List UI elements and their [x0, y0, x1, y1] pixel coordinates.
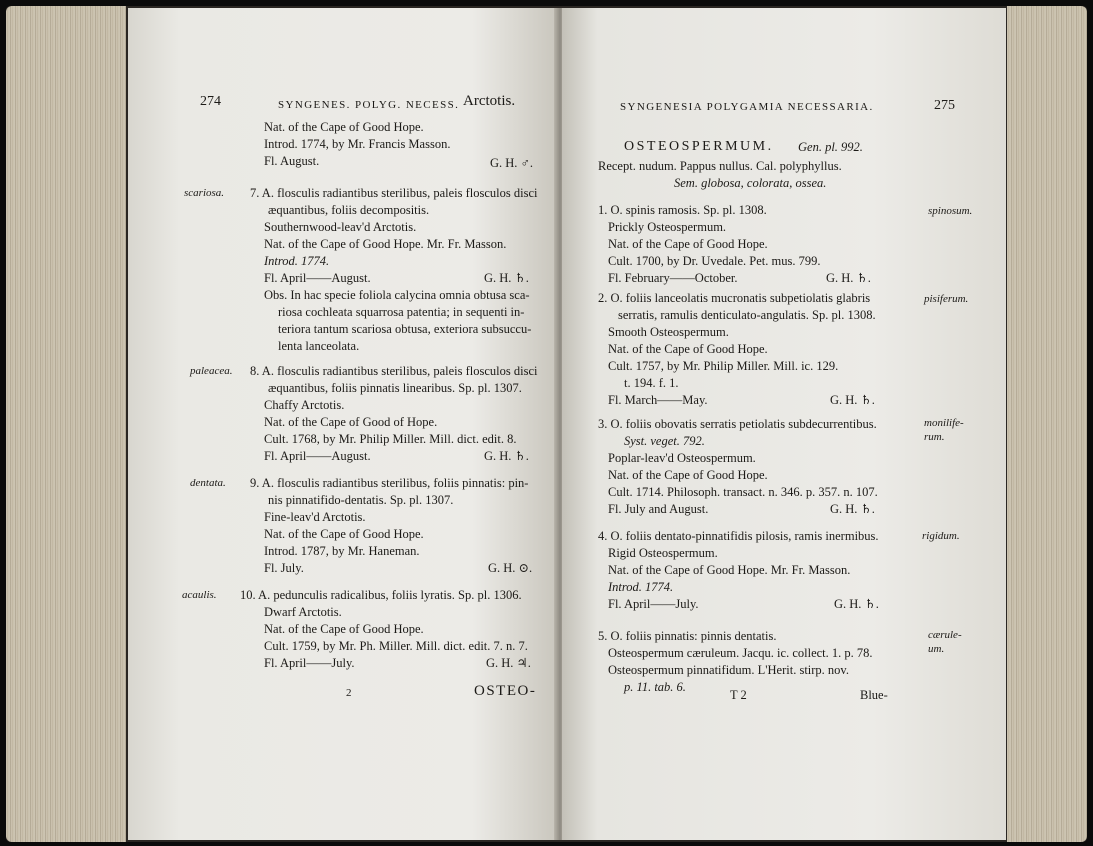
text-line: Cult. 1759, by Mr. Ph. Miller. Mill. dict. edit. 7. n. 7.: [264, 639, 528, 653]
margin-species-name: scariosa.: [184, 187, 225, 199]
genus-heading: OSTEOSPERMUM.: [624, 139, 774, 154]
text-line: Sem. globosa, colorata, ossea.: [674, 176, 827, 190]
text-line: Nat. of the Cape of Good Hope.: [264, 622, 424, 636]
text-line: G. H. ♃.: [486, 656, 531, 670]
margin-species-name: rum.: [924, 431, 945, 443]
text-line: 5. O. foliis pinnatis: pinnis dentatis.: [598, 629, 777, 643]
text-line: Poplar-leav'd Osteospermum.: [608, 451, 756, 465]
text-line: Fl. April——July.: [608, 597, 699, 611]
text-line: Nat. of the Cape of Good Hope.: [608, 468, 768, 482]
text-line: 1. O. spinis ramosis. Sp. pl. 1308.: [598, 203, 767, 217]
text-line: Nat. of the Cape of Good Hope.: [608, 237, 768, 251]
signature-mark: T 2: [730, 688, 747, 702]
running-head: SYNGENES. POLYG. NECESS.: [278, 99, 460, 111]
text-line: Prickly Osteospermum.: [608, 220, 727, 234]
text-line: G. H. ♄.: [484, 449, 529, 463]
text-line: Dwarf Arctotis.: [264, 605, 342, 619]
margin-species-name: um.: [928, 643, 945, 655]
text-line: Nat. of the Cape of Good Hope.: [264, 120, 424, 134]
text-line: Syst. veget. 792.: [624, 434, 705, 448]
left-page: [128, 8, 558, 840]
running-genus: Arctotis.: [463, 93, 516, 109]
margin-species-name: cærule-: [928, 629, 962, 641]
text-line: Recept. nudum. Pappus nullus. Cal. polyphyllus.: [598, 159, 842, 173]
text-line: Introd. 1787, by Mr. Haneman.: [264, 544, 420, 558]
text-line: nis pinnatifido-dentatis. Sp. pl. 1307.: [268, 493, 454, 507]
text-line: G. H. ♄.: [830, 502, 875, 516]
catchword: OSTEO-: [474, 683, 537, 699]
text-line: G. H. ♂.: [490, 156, 534, 170]
text-line: 2. O. foliis lanceolatis mucronatis subpetiolatis glabris: [598, 291, 871, 305]
text-line: æquantibus, foliis decompositis.: [268, 203, 430, 217]
genus-reference: Gen. pl. 992.: [798, 140, 863, 154]
text-line: Cult. 1768, by Mr. Philip Miller. Mill. dict. edit. 8.: [264, 432, 517, 446]
text-line: 10. A. pedunculis radicalibus, foliis lyratis. Sp. pl. 1306.: [240, 588, 522, 602]
text-line: G. H. ♄.: [484, 271, 529, 285]
text-line: Osteospermum pinnatifidum. L'Herit. stirp. nov.: [608, 663, 849, 677]
text-line: Fl. March——May.: [608, 393, 708, 407]
margin-species-name: paleacea.: [190, 365, 233, 377]
margin-species-name: spinosum.: [928, 205, 973, 217]
text-line: Fl. February——October.: [608, 271, 738, 285]
left-page-edges: [6, 6, 126, 842]
text-line: Fine-leav'd Arctotis.: [264, 510, 366, 524]
text-line: Osteospermum cæruleum. Jacqu. ic. collect. 1. p. 78.: [608, 646, 873, 660]
text-line: 7. A. flosculis radiantibus sterilibus, paleis flosculos disci: [250, 186, 538, 200]
margin-species-name: pisiferum.: [924, 293, 969, 305]
text-line: Nat. of the Cape of Good Hope. Mr. Fr. Masson.: [608, 563, 851, 577]
text-line: Cult. 1700, by Dr. Uvedale. Pet. mus. 799.: [608, 254, 821, 268]
book-spread: [6, 6, 1087, 842]
text-line: Nat. of the Cape of Good Hope.: [264, 527, 424, 541]
text-line: t. 194. f. 1.: [624, 376, 679, 390]
text-line: Southernwood-leav'd Arctotis.: [264, 220, 417, 234]
text-line: Smooth Osteospermum.: [608, 325, 729, 339]
text-line: p. 11. tab. 6.: [624, 680, 686, 694]
text-line: Obs. In hac specie foliola calycina omnia obtusa sca-: [264, 288, 530, 302]
text-line: teriora tantum scariosa obtusa, exteriora subsuccu-: [278, 322, 532, 336]
text-line: Fl. August.: [264, 154, 320, 168]
text-line: 9. A. flosculis radiantibus sterilibus, foliis pinnatis: pin-: [250, 476, 529, 490]
text-line: Nat. of the Cape of Good Hope. Mr. Fr. Masson.: [264, 237, 507, 251]
margin-species-name: monilife-: [924, 417, 964, 429]
text-line: Fl. April——August.: [264, 271, 371, 285]
text-line: lenta lanceolata.: [278, 339, 360, 353]
text-line: Chaffy Arctotis.: [264, 398, 345, 412]
text-line: Fl. July.: [264, 561, 304, 575]
text-line: 4. O. foliis dentato-pinnatifidis pilosis, ramis inermibus.: [598, 529, 879, 543]
text-line: riosa cochleata squarrosa patentia; in sequenti in-: [278, 305, 525, 319]
catchword: Blue-: [860, 688, 888, 702]
text-line: Rigid Osteospermum.: [608, 546, 718, 560]
text-line: G. H. ♄.: [834, 597, 879, 611]
margin-species-name: rigidum.: [922, 530, 960, 542]
text-line: Fl. July and August.: [608, 502, 709, 516]
text-line: Cult. 1757, by Mr. Philip Miller. Mill. ic. 129.: [608, 359, 839, 373]
text-line: 8. A. flosculis radiantibus sterilibus, paleis flosculos disci: [250, 364, 538, 378]
text-line: serratis, ramulis denticulato-angulatis. Sp. pl. 1308.: [618, 308, 876, 322]
text-line: Introd. 1774, by Mr. Francis Masson.: [264, 137, 451, 151]
text-line: Fl. April——July.: [264, 656, 355, 670]
text-line: Nat. of the Cape of Good Hope.: [608, 342, 768, 356]
text-line: 3. O. foliis obovatis serratis petiolatis subdecurrentibus.: [598, 417, 877, 431]
text-line: G. H. ⊙.: [488, 561, 533, 575]
page-number: 274: [200, 94, 221, 109]
text-line: Nat. of the Cape of Good of Hope.: [264, 415, 438, 429]
right-page-edges: [1007, 6, 1087, 842]
text-line: Fl. April——August.: [264, 449, 371, 463]
text-line: G. H. ♄.: [826, 271, 871, 285]
text-line: Introd. 1774.: [608, 580, 674, 594]
signature-mark: 2: [346, 687, 352, 699]
text-line: æquantibus, foliis pinnatis linearibus. Sp. pl. 1307.: [268, 381, 522, 395]
page-number: 275: [934, 98, 955, 113]
margin-species-name: acaulis.: [182, 589, 217, 601]
running-head: SYNGENESIA POLYGAMIA NECESSARIA.: [620, 101, 874, 113]
text-line: Cult. 1714. Philosoph. transact. n. 346. p. 357. n. 107.: [608, 485, 878, 499]
text-line: G. H. ♄.: [830, 393, 875, 407]
right-page: [562, 8, 1006, 840]
text-line: Introd. 1774.: [264, 254, 330, 268]
margin-species-name: dentata.: [190, 477, 226, 489]
